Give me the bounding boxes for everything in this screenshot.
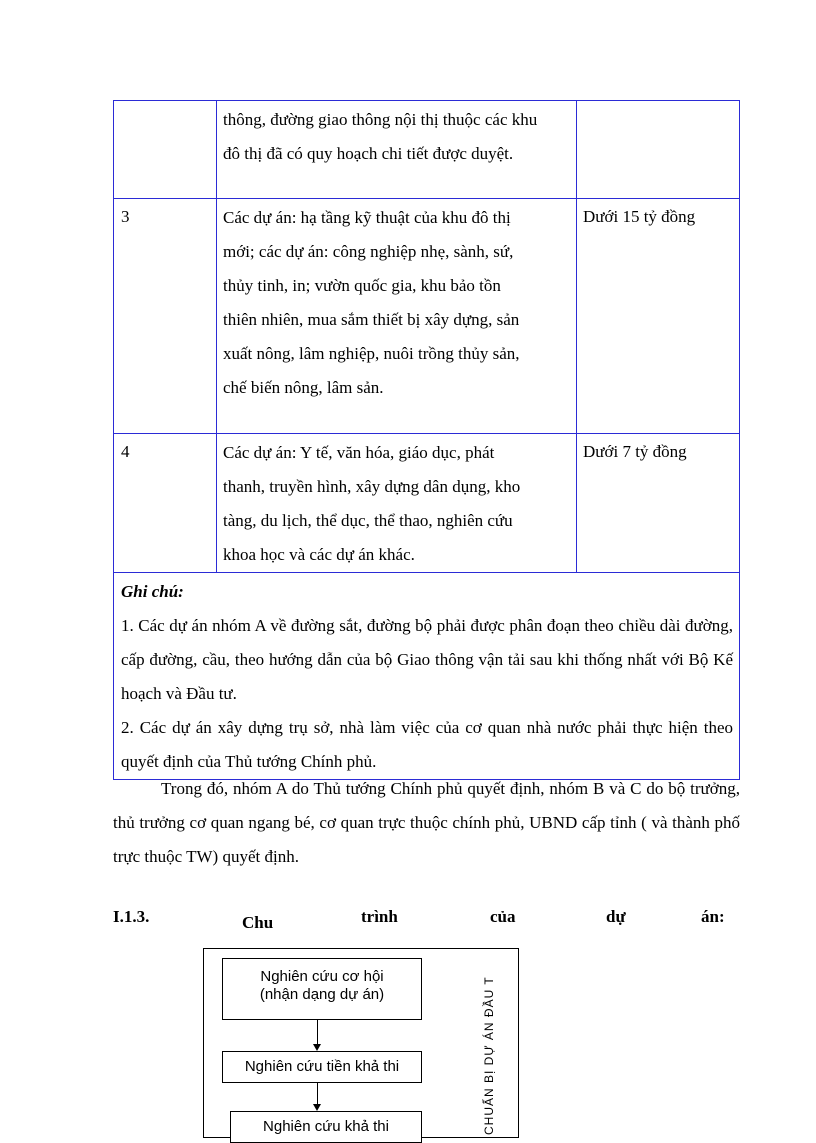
section-number: I.1.3. xyxy=(113,907,150,926)
group-cell xyxy=(114,101,217,198)
description-line: đô thị đã có quy hoạch chi tiết được duyệt. xyxy=(223,144,514,163)
description-line: Các dự án: hạ tầng kỹ thuật của khu đô thị xyxy=(223,208,511,227)
arrow-down-icon xyxy=(313,1044,321,1051)
amount-cell: Dưới 7 tỷ đồng xyxy=(583,442,687,461)
note-item: 1. Các dự án nhóm A về đường sắt, đường bộ phải được phân đoạn theo chiều dài đường, cấp đường, cầu, theo hướng dẫn của bộ Giao thông vận tải sau khi thống nhất với Bộ Kế hoạch và Đầu tư. xyxy=(121,616,733,703)
flow-step-opportunity xyxy=(222,958,422,1020)
group-cell: 3 xyxy=(114,199,217,433)
description-line: thiên nhiên, mua sắm thiết bị xây dựng, sản xyxy=(223,310,520,329)
description-line: thanh, truyền hình, xây dựng dân dụng, kho xyxy=(223,477,521,496)
description-line: thông, đường giao thông nội thị thuộc các khu xyxy=(223,110,538,129)
flow-connector xyxy=(317,1020,318,1045)
group-cell: 4 xyxy=(114,434,217,572)
table-row xyxy=(114,101,739,199)
flow-step-prefeasibility xyxy=(222,1051,422,1083)
description-line: mới; các dự án: công nghiệp nhẹ, sành, sứ, xyxy=(223,242,514,261)
section-title-word: của xyxy=(490,907,516,926)
note-title: Ghi chú: xyxy=(121,582,184,601)
flow-step-sublabel: (nhận dạng dự án) xyxy=(259,986,385,1003)
flow-step-label: Nghiên cứu khả thi xyxy=(263,1118,389,1135)
flow-step-label: Nghiên cứu tiền khả thi xyxy=(244,1058,400,1075)
section-title-word: án: xyxy=(701,907,725,926)
flow-step-label: Nghiên cứu cơ hội xyxy=(260,968,384,985)
flow-connector xyxy=(317,1083,318,1105)
table-row xyxy=(114,434,739,573)
description-line: xuất nông, lâm nghiệp, nuôi trồng thủy sản, xyxy=(223,344,520,363)
description-line: Các dự án: Y tế, văn hóa, giáo dục, phát xyxy=(223,443,495,462)
flow-step-feasibility xyxy=(230,1111,422,1143)
table-note xyxy=(114,573,739,779)
amount-cell xyxy=(577,101,739,198)
description-line: chế biến nông, lâm sản. xyxy=(223,378,384,397)
description-cell xyxy=(217,199,577,433)
section-title-word: trình xyxy=(361,907,398,926)
body-paragraph: Trong đó, nhóm A do Thủ tướng Chính phủ quyết định, nhóm B và C do bộ trưởng, thủ trưởng cơ quan ngang bé, cơ quan trực thuộc chính phủ, UBND cấp tỉnh ( và thành phố trực thuộc TW) quyết định. xyxy=(113,779,740,866)
section-title-word: Chu xyxy=(242,913,274,932)
description-line: thủy tinh, in; vườn quốc gia, khu bảo tồn xyxy=(223,276,501,295)
note-item: 2. Các dự án xây dựng trụ sở, nhà làm việc của cơ quan nhà nước phải thực hiện theo quyết định của Thủ tướng Chính phủ. xyxy=(121,718,733,771)
project-group-table xyxy=(113,100,740,780)
table-row xyxy=(114,199,739,434)
description-line: khoa học và các dự án khác. xyxy=(223,545,415,564)
description-cell xyxy=(217,434,577,572)
arrow-down-icon xyxy=(313,1104,321,1111)
description-line: tàng, du lịch, thể dục, thể thao, nghiên cứu xyxy=(223,511,513,530)
description-cell xyxy=(217,101,577,198)
stage-side-label: CHUẨN BỊ DỰ ÁN ĐẦU T xyxy=(482,976,496,1135)
amount-cell: Dưới 15 tỷ đồng xyxy=(583,207,696,226)
section-title-word: dự xyxy=(606,907,626,926)
